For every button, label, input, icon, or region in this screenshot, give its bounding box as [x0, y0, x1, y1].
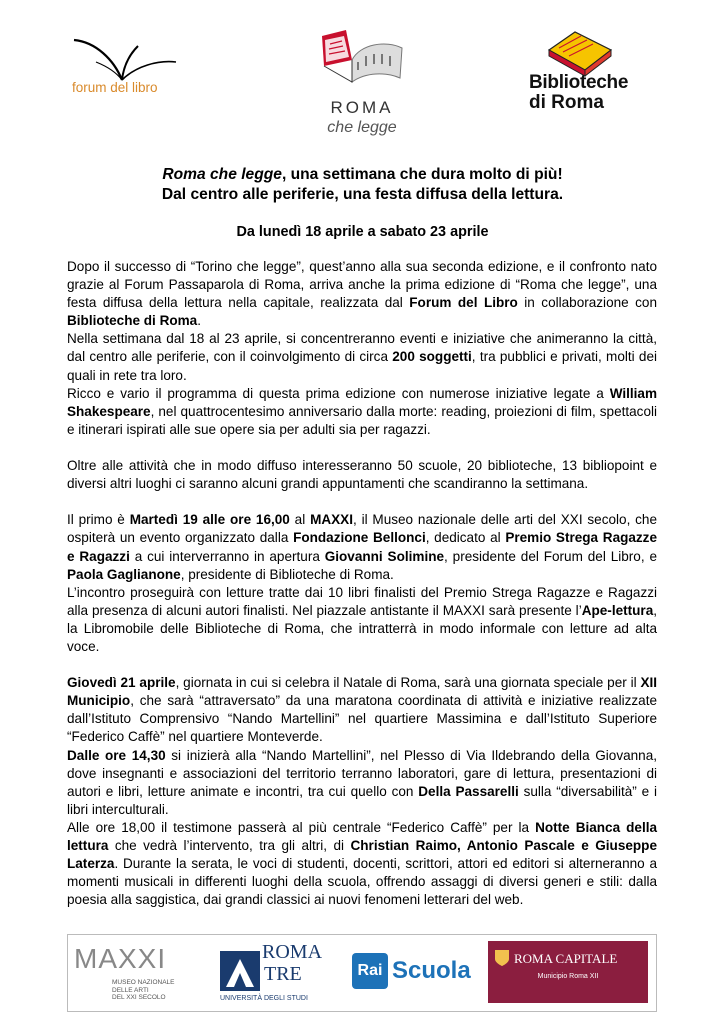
forum-logo-text: forum del libro: [72, 80, 158, 95]
roma-logo-subtitle: che legge: [327, 119, 397, 136]
text: , la Libromobile delle Biblioteche di Roma, che intratterrà in modo informale con letture ad alta voce.: [67, 602, 657, 654]
bold-text: Forum del Libro: [409, 295, 518, 311]
paragraph-evening: [67, 819, 657, 909]
text: Alle ore 18,00 il testimone passerà al più centrale “Federico Caffè” per la: [67, 819, 536, 835]
text: , giornata in cui si celebra il Natale di Roma, sarà una giornata speciale per il: [175, 675, 641, 691]
headline-line1: [0, 165, 725, 185]
date-range: Da lunedì 18 aprile a sabato 23 aprile: [236, 224, 489, 240]
text: si inizierà alla “Nando Martellini”, nel Plesso di Via Ildebrando della Giovanna, dove insegnanti e associazioni del territorio terranno laboratori, gare di lettura, presentazioni di autori e libri, letture animate e incontri, tra cui quello con: [67, 747, 657, 799]
rai-prefix: Rai: [352, 953, 388, 989]
rai-name: Scuola: [392, 957, 471, 984]
text: che vedrà l’intervento, tra gli altri, di: [108, 838, 351, 853]
article-body: [67, 258, 657, 909]
roma-crest-icon: [494, 949, 510, 967]
bold-text: 200 soggetti: [392, 349, 472, 365]
text: al: [289, 512, 311, 528]
partner-logos-bar: [67, 934, 657, 1012]
book-stack-icon: [545, 30, 615, 78]
maxxi-sub-1: MUSEO NAZIONALE: [112, 979, 175, 986]
text: , dedicato al: [425, 530, 506, 546]
paragraph-readings: [67, 584, 657, 656]
text: a cui interverranno in apertura: [129, 548, 325, 564]
headline-line2: Dal centro alle periferie, una festa diffusa della lettura.: [161, 186, 564, 203]
roma-tre-line1: ROMA: [262, 941, 323, 963]
biblioteche-logo-line1: Biblioteche: [529, 72, 629, 93]
paragraph-thursday: [67, 674, 657, 746]
roma-tre-line2: TRE: [264, 963, 302, 985]
roma-capitale-logo: [488, 935, 648, 1011]
roma-tre-sub: UNIVERSITÀ DEGLI STUDI: [220, 995, 308, 1002]
text: L’incontro proseguirà con letture tratte dai 10 libri finalisti del Premio Strega Ragazze e Ragazzi alla presenza di alcuni autori finalisti. Nel piazzale antistante il MAXXI sarà presente l’: [67, 584, 657, 618]
bold-text: Ape-lettura: [581, 602, 654, 618]
text: .: [197, 313, 201, 329]
book-colosseum-icon: [316, 26, 408, 96]
forum-del-libro-logo: [66, 32, 191, 100]
text: , il Museo nazionale delle arti del XXI secolo, che ospiterà un evento organizzato dalla: [67, 512, 658, 546]
roma-logo-title: ROMA: [330, 98, 394, 117]
text: sulla “diversabilità” e i libri interculturali.: [67, 783, 658, 817]
text: , che sarà “attraversato” da una maratona coordinata di attività e iniziative realizzate dall’Istituto Comprensivo “Nando Martellini” nel quartiere Massimina e dall’Istituto Superiore “Federico Caffè” nel quartiere Monteverde.: [67, 693, 657, 745]
text: , presidente del Forum del Libro, e: [444, 548, 657, 564]
roma-che-legge-logo: [316, 26, 408, 144]
maxxi-sub-2: DELLE ARTI: [112, 986, 149, 994]
roma-capitale-name: ROMA CAPITALE: [514, 951, 618, 966]
bold-text: MAXXI: [310, 512, 353, 528]
bold-text: Christian Raimo, Antonio Pascale e Giuseppe Laterza: [67, 838, 657, 872]
text: . Durante la serata, le voci di studenti, docenti, scrittori, attori ed editori si alterneranno a momenti musicali in differenti luoghi della scuola, offrendo assaggi di diversi generi e stili: dalla poesia alla saggistica, dai grandi classici ai nuovi fenomeni letterari del web.: [67, 856, 657, 908]
headline-rest: , una settimana che dura molto di più!: [281, 166, 563, 183]
bold-text: Giovanni Solimine: [324, 548, 445, 564]
bold-text: Notte Bianca della lettura: [67, 819, 658, 853]
maxxi-sub-3: DEL XXI SECOLO: [112, 994, 166, 1001]
bold-text: Della Passarelli: [418, 783, 519, 799]
text: Ricco e vario il programma di questa prima edizione con numerose iniziative legate a: [67, 385, 610, 401]
bold-text: Martedì 19 alle ore 16,00: [129, 512, 290, 528]
bold-text: Dalle ore 14,30: [67, 747, 166, 763]
text: , nel quattrocentesimo anniversario dalla morte: reading, proiezioni di film, spettacoli e itinerari ispirati alle sue opere sia per adulti sia per ragazzi.: [67, 403, 657, 437]
text: , presidente di Biblioteche di Roma.: [180, 566, 394, 582]
paragraph-shakespeare: [67, 385, 657, 439]
text: Nella settimana dal 18 al 23 aprile, si concentreranno eventi e iniziative che animeranno la città, dal centro alle periferie, con il coinvolgimento di circa: [67, 331, 657, 365]
bold-text: XII Municipio: [67, 675, 658, 709]
paragraph-maxxi: [67, 511, 657, 583]
text: Il primo è: [67, 512, 130, 528]
rai-scuola-logo: [348, 935, 482, 1011]
bold-text: Fondazione Bellonci: [293, 530, 426, 546]
paragraph-intro: [67, 258, 657, 330]
headline-italic: Roma che legge: [162, 166, 282, 183]
maxxi-name: MAXXI: [74, 943, 167, 974]
biblioteche-logo-line2: di Roma: [529, 92, 604, 113]
bold-text: Paola Gaglianone: [67, 566, 181, 582]
bold-text: William Shakespeare: [67, 385, 657, 419]
text: Dopo il successo di “Torino che legge”, quest’anno alla sua seconda edizione, e il confronto nato grazie al Forum Passaparola di Roma, arriva anche la prima edizione di “Roma che legge”, una festa diffusa della lettura nella capitale, realizzata dal: [67, 259, 657, 311]
roma-tre-emblem-icon: [218, 949, 262, 993]
text: , tra pubblici e privati, molti dei quali in rete tra loro.: [67, 349, 657, 383]
bold-text: Giovedì 21 aprile: [67, 675, 176, 691]
paragraph-afternoon: [67, 747, 657, 819]
bold-text: Premio Strega Ragazze e Ragazzi: [67, 530, 657, 564]
bold-text: Biblioteche di Roma: [67, 313, 198, 329]
paragraph-activities: Oltre alle attività che in modo diffuso interesseranno 50 scuole, 20 biblioteche, 13 bibliopoint e diversi altri luoghi ci saranno alcuni grandi appuntamenti che scandiranno la settimana.: [67, 458, 657, 492]
text: in collaborazione con: [517, 295, 657, 311]
biblioteche-di-roma-logo: [527, 30, 657, 120]
roma-capitale-sub: Municipio Roma XII: [537, 973, 599, 980]
paragraph-week: [67, 330, 657, 384]
roma-tre-logo: [214, 935, 334, 1011]
maxxi-logo: [68, 935, 200, 1011]
